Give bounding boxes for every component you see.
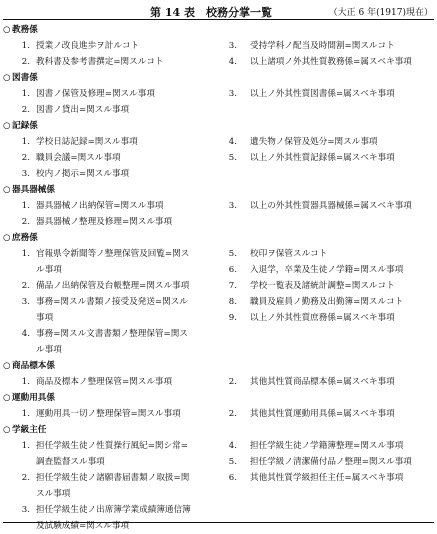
section-mark: ○ xyxy=(3,233,11,243)
item-text: 職員会議=関スル事項 xyxy=(36,153,121,163)
item-number: 3. xyxy=(228,201,237,211)
list-item xyxy=(0,326,437,342)
item-text: 入退学，卒業及生徒ノ学籍=関スル事項 xyxy=(250,265,404,275)
item-text: 官報県令新聞等ノ整理保管及回覧=関ス xyxy=(36,249,190,259)
item-number: 5. xyxy=(228,249,237,259)
item-number: 2. xyxy=(228,377,237,387)
item-number: 4. xyxy=(228,441,237,451)
list-item xyxy=(0,454,437,470)
item-number: 3. xyxy=(21,505,30,515)
list-item xyxy=(0,38,437,54)
item-number: 3. xyxy=(21,169,30,179)
item-text: 事項 xyxy=(36,313,54,323)
item-text: 図書ノ貸出=関スル事項 xyxy=(36,105,130,115)
list-item xyxy=(0,342,437,358)
item-number: 1. xyxy=(21,249,30,259)
section-mark: ○ xyxy=(3,25,11,35)
list-item xyxy=(0,262,437,278)
item-text: 教科書及参考書撰定=関スルコト xyxy=(36,57,164,67)
item-text: 担任学級生徒ノ出席簿学業成績簿通信簿 xyxy=(36,505,191,515)
section-title xyxy=(3,230,38,246)
section-mark: ○ xyxy=(3,361,11,371)
item-number: 7. xyxy=(228,281,237,291)
list-item xyxy=(0,470,437,486)
top-rule xyxy=(3,19,434,20)
item-text: 以上の外其性質器具器械係=属スベキ事項 xyxy=(250,201,412,211)
section-mark: ○ xyxy=(3,425,11,435)
section-title xyxy=(3,422,46,438)
item-text: 運動用具一切ノ整理保管=関スル事項 xyxy=(36,409,181,419)
item-number: 2. xyxy=(21,473,30,483)
item-text: 其他其性質学級担任主任=属スベキ事項 xyxy=(250,473,404,483)
item-text: 遺失物ノ保管及処分=関スル事項 xyxy=(250,137,378,147)
list-item xyxy=(0,278,437,294)
item-text: 担任学級生徒ノ学籍簿整理=関スル事項 xyxy=(250,441,404,451)
section-name: 記録係 xyxy=(12,121,38,131)
list-item xyxy=(0,166,437,182)
section-name: 図書係 xyxy=(12,73,38,83)
item-number: 2. xyxy=(21,217,30,227)
section-name: 教務係 xyxy=(12,25,38,35)
list-item xyxy=(0,214,437,230)
bottom-rule xyxy=(3,522,434,523)
section-title xyxy=(3,390,55,406)
list-item xyxy=(0,246,437,262)
list-item xyxy=(0,134,437,150)
section-title xyxy=(3,118,38,134)
list-item xyxy=(0,438,437,454)
item-text: 其他其性質運動用具係=属スベキ事項 xyxy=(250,409,395,419)
item-text: 授業ノ改良進歩ヲ計ルコト xyxy=(36,41,140,51)
item-number: 2. xyxy=(21,105,30,115)
item-text: 備品ノ出納保管及台帳整理=関スル事項 xyxy=(36,281,190,291)
item-text: 職員及雇員ノ勤務及出勤簿=関スルコト xyxy=(250,297,404,307)
list-item xyxy=(0,486,437,502)
section-mark: ○ xyxy=(3,121,11,131)
item-number: 3. xyxy=(21,297,30,307)
item-text: 以上ノ外其性質庶務係=属スベキ事項 xyxy=(250,313,395,323)
list-item xyxy=(0,86,437,102)
item-number: 5. xyxy=(228,153,237,163)
list-item xyxy=(0,310,437,326)
list-item xyxy=(0,406,437,422)
item-text: 学校一覧表及諸統計調整=関スルコト xyxy=(250,281,395,291)
item-number: 1. xyxy=(21,89,30,99)
item-text: 以上ノ外其性質記録係=属スベキ事項 xyxy=(250,153,395,163)
item-number: 2. xyxy=(21,153,30,163)
section-heading xyxy=(0,118,437,134)
section-heading xyxy=(0,422,437,438)
list-item xyxy=(0,54,437,70)
item-text: 器具器械ノ整理及修理=関スル事項 xyxy=(36,217,173,227)
section-name: 運動用具係 xyxy=(12,393,55,403)
list-item xyxy=(0,374,437,390)
item-number: 1. xyxy=(21,441,30,451)
item-text: 担任学級生徒ノ諸願書届書類ノ取扱=関 xyxy=(36,473,190,483)
item-text: 以上諸項ノ外其性質教務係=属スベキ事項 xyxy=(250,57,412,67)
table-header xyxy=(0,0,437,20)
section-heading xyxy=(0,390,437,406)
section-heading xyxy=(0,230,437,246)
list-item xyxy=(0,294,437,310)
section-name: 商品標本係 xyxy=(12,361,55,371)
list-item xyxy=(0,198,437,214)
item-number: 2. xyxy=(21,57,30,67)
item-text: 担任学級ノ清潔備付品ノ整理=関スル事項 xyxy=(250,457,412,467)
item-text: 担任学級生徒ノ性質操行風紀=関シ常= xyxy=(36,441,188,451)
section-title xyxy=(3,358,55,374)
item-text: 商品及標本ノ整理保管=関スル事項 xyxy=(36,377,173,387)
item-text: 事務=関スル書類ノ接受及発送=関スル xyxy=(36,297,188,307)
item-number: 6. xyxy=(228,265,237,275)
item-number: 3. xyxy=(228,89,237,99)
date-note: （大正 6 年(1917)現在） xyxy=(328,8,433,18)
item-number: 1. xyxy=(21,137,30,147)
section-name: 庶務係 xyxy=(12,233,38,243)
section-name: 学級主任 xyxy=(12,425,47,435)
section-mark: ○ xyxy=(3,185,11,195)
item-number: 6. xyxy=(228,473,237,483)
item-text: 調査監督スル事項 xyxy=(36,457,105,467)
item-number: 3. xyxy=(228,41,237,51)
item-number: 1. xyxy=(21,409,30,419)
item-text: ル事項 xyxy=(36,265,62,275)
item-number: 4. xyxy=(21,329,30,339)
section-mark: ○ xyxy=(3,73,11,83)
item-text: 校内ノ掲示=関スル事項 xyxy=(36,169,130,179)
item-text: 以上ノ外其性質図書係=属スベキ事項 xyxy=(250,89,395,99)
item-text: スル事項 xyxy=(36,489,71,499)
item-number: 4. xyxy=(228,57,237,67)
table-title: 第 14 表 校務分掌一覧 xyxy=(150,6,272,19)
list-item xyxy=(0,150,437,166)
item-text: 学校日誌記録=関スル事項 xyxy=(36,137,138,147)
item-text: 事務=関スル文書書類ノ整理保管=関ス xyxy=(36,329,188,339)
item-text: 及試験成績=関スル事項 xyxy=(36,521,130,531)
section-title xyxy=(3,70,38,86)
section-heading xyxy=(0,22,437,38)
item-number: 5. xyxy=(228,457,237,467)
item-text: 校印ヲ保管スルコト xyxy=(250,249,328,259)
list-item xyxy=(0,518,437,534)
item-text: 器具器械ノ出納保管=関スル事項 xyxy=(36,201,164,211)
item-number: 8. xyxy=(228,297,237,307)
item-text: 受持学科ノ配当及時間割=関スルコト xyxy=(250,41,395,51)
section-title xyxy=(3,182,55,198)
list-item xyxy=(0,102,437,118)
item-number: 2. xyxy=(21,281,30,291)
section-heading xyxy=(0,70,437,86)
item-number: 1. xyxy=(21,377,30,387)
item-text: 其他其性質商品標本係=属スベキ事項 xyxy=(250,377,395,387)
list-item xyxy=(0,502,437,518)
item-number: 1. xyxy=(21,201,30,211)
section-mark: ○ xyxy=(3,393,11,403)
section-heading xyxy=(0,182,437,198)
item-number: 2. xyxy=(228,409,237,419)
section-name: 器具器械係 xyxy=(12,185,55,195)
item-number: 9. xyxy=(228,313,237,323)
item-number: 4. xyxy=(228,137,237,147)
section-title xyxy=(3,22,38,38)
section-heading xyxy=(0,358,437,374)
item-text: ル事項 xyxy=(36,345,62,355)
item-number: 1. xyxy=(21,41,30,51)
item-text: 図書ノ保管及修理=関スル事項 xyxy=(36,89,155,99)
